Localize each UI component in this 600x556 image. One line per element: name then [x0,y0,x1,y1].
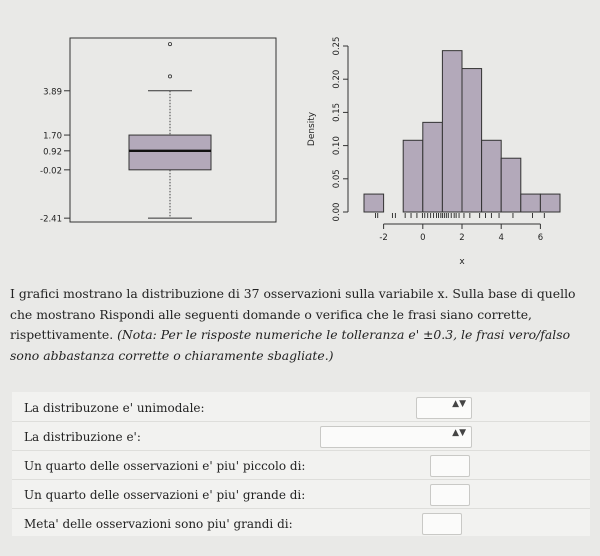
median-input[interactable] [422,513,462,535]
question-intro: I grafici mostrano la distribuzione di 37 osservazioni sulla variabile x. Sulla base di quello che mostrano Rispondi alle seguenti domande o verifica che le frasi siano corrette, rispettivamente. [10,286,576,342]
histogram-bar [482,140,502,212]
histogram-x-tick-label: 4 [498,233,504,243]
form-row-shape [12,424,590,451]
histogram-bar [403,140,423,212]
question-text [10,284,595,366]
histogram-bar [442,51,462,212]
form-row-unimodal [12,395,590,422]
form-row-label: Un quarto delle osservazioni e' piu' grande di: [24,488,306,502]
form-row-label: La distribuzone e' unimodale: [24,401,205,415]
boxplot-chart [0,0,300,282]
unimodal-select[interactable] [416,397,472,419]
boxplot-tick-label: -2.41 [40,214,62,225]
histogram-y-tick-label: 0.05 [332,169,342,189]
select-arrow-icon: ▲▼ [452,428,466,438]
select-arrow-icon: ▲▼ [452,399,466,409]
histogram-x-axis-label: x [459,257,465,267]
form-row-q3 [12,482,590,509]
histogram-bar [364,194,384,212]
question-note: (Nota: Per le risposte numeriche le tolleranza e' ±0.3, le frasi vero/falso sono abbastanza corrette o chiaramente sbagliate.) [10,327,571,363]
histogram-x-tick-label: 6 [537,233,544,243]
boxplot-tick-label: 1.70 [43,131,62,142]
boxplot-tick-label: 3.89 [43,87,62,98]
histogram-bar [521,194,541,212]
histogram-bar [462,69,482,212]
boxplot-box [129,135,211,170]
boxplot-tick-label: -0.02 [40,166,62,177]
distribution-shape-select[interactable] [320,426,472,448]
histogram-x-tick-label: 2 [459,233,465,243]
histogram-y-tick-label: 0.15 [332,102,342,122]
histogram-x-tick-label: -2 [379,233,388,243]
boxplot-tick-label: 0.92 [43,147,62,158]
histogram-bar [540,194,560,212]
form-row-label: La distribuzione e': [24,430,141,444]
form-row-median [12,511,590,537]
third-quartile-input[interactable] [430,484,470,506]
boxplot-outlier [168,75,171,78]
boxplot-outlier [168,42,171,45]
histogram-x-tick-label: 0 [420,233,426,243]
histogram-y-tick-label: 0.10 [332,136,342,156]
form-row-label: Un quarto delle osservazioni e' piu' piccolo di: [24,459,306,473]
form-row-label: Meta' delle osservazioni sono piu' grandi di: [24,517,293,531]
first-quartile-input[interactable] [430,455,470,477]
histogram-y-tick-label: 0.00 [332,202,342,222]
histogram-y-tick-label: 0.20 [332,69,342,89]
histogram-y-axis-label: Density [307,111,317,147]
form-row-q1 [12,453,590,480]
histogram-y-tick-label: 0.25 [332,36,342,56]
answer-form [12,392,590,536]
histogram-chart [300,0,600,282]
histogram-bar [501,158,521,212]
histogram-bar [423,122,443,212]
boxplot-frame [70,38,276,222]
